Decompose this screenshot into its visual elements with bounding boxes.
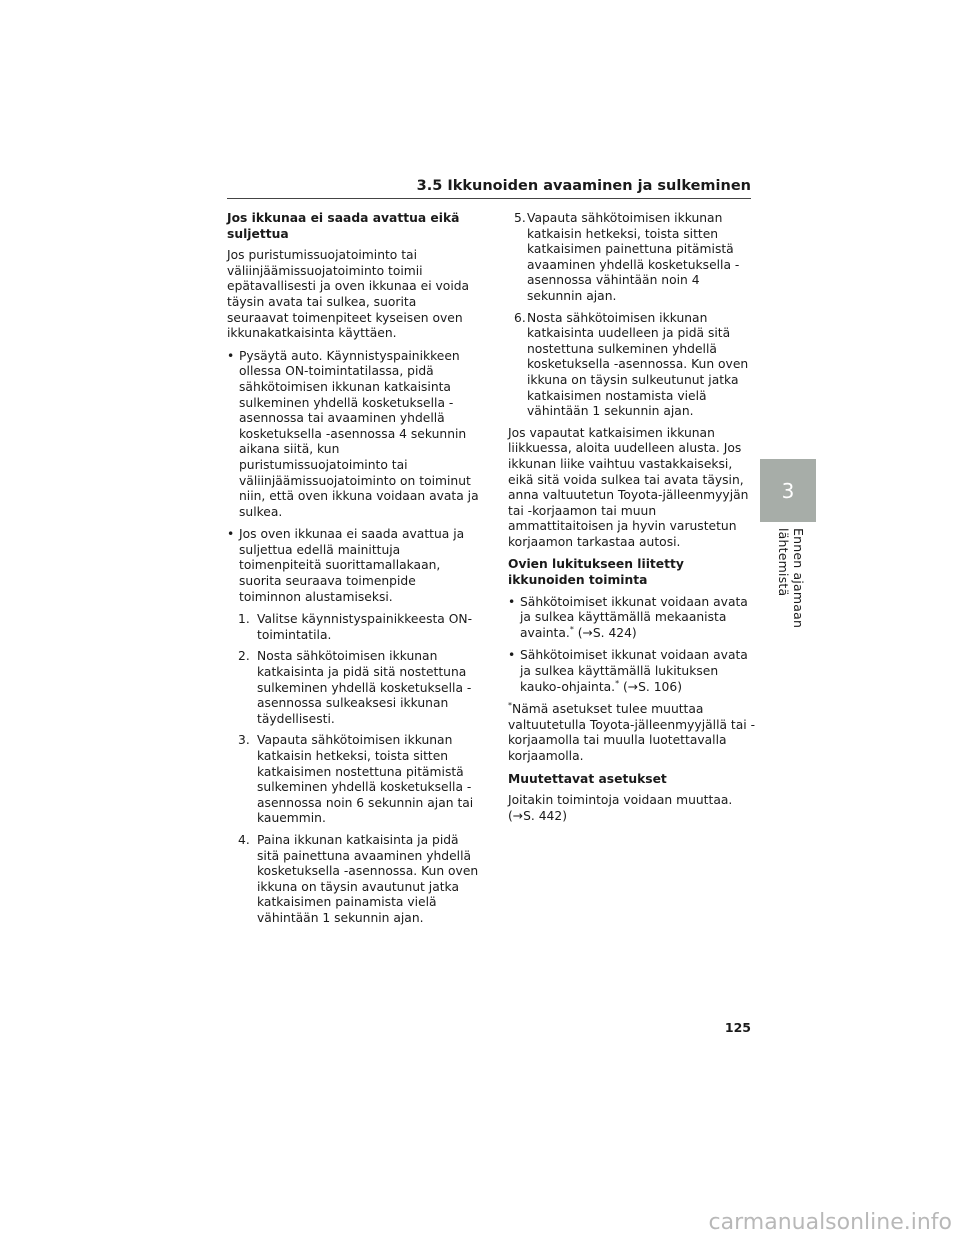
step-5 [508, 211, 756, 305]
step-2-number: 2. [238, 649, 250, 664]
footnote [508, 702, 756, 764]
chapter-label: Ennen ajamaan lähtemistä [776, 528, 806, 629]
footnote-text: Nämä asetukset tulee muuttaa valtuutetulla Toyota-jälleenmyyjällä tai -korjaamolla tai muulla luotettavalla korjaamolla. [508, 702, 756, 763]
step-3 [227, 733, 479, 827]
bullet-stop-car: • Pysäytä auto. Käynnistyspainikkeen ollessa ON-toimintatilassa, pidä sähkötoimisen ikkunan katkaisinta sulkeminen yhdellä kosketuksella -asennossa tai avaaminen yhdellä kosketuksella -asennossa 4 sekunnin aikana siitä, kun puristumissuojatoiminto tai väliinjäämissuojatoiminto on toiminut niin, että oven ikkuna voidaan avata ja sulkea. [227, 349, 479, 521]
step-2 [227, 649, 479, 727]
footnote-asterisk: * [508, 701, 512, 711]
bullet-initialize [227, 527, 479, 926]
customize-paragraph: Joitakin toimintoja voidaan muuttaa. (→S. 442) [508, 793, 733, 823]
step-4-number: 4. [238, 832, 250, 847]
initialize-steps [227, 612, 479, 926]
watermark: carmanualsonline.info [708, 1210, 952, 1235]
asterisk-mark-2: * [615, 678, 620, 688]
link-page-424[interactable]: (→S. 424) [573, 625, 637, 640]
chapter-number: 3 [781, 478, 795, 503]
step-6-number: 6. [514, 310, 526, 325]
bullet-mechanical-key-text: Sähkötoimiset ikkunat voidaan avata ja sulkea käyttämällä mekaanista avainta. [520, 594, 748, 640]
intro-paragraph: Jos puristumissuojatoiminto tai väliinjäämissuojatoiminto toimii epätavallisesti ja oven ikkunaa ei voida täysin avata tai sulkea, suorita seuraavat toimenpiteet kyseisen oven ikkunakatkaisinta käyttäen. [227, 248, 470, 341]
link-page-106[interactable]: (→S. 106) [619, 679, 682, 694]
step-1 [227, 612, 479, 643]
page-number: 125 [724, 1020, 751, 1035]
heading-customizable-settings: Muutettavat asetukset [508, 771, 667, 786]
asterisk-mark-1: * [569, 624, 574, 634]
left-column [227, 211, 479, 934]
step-6 [508, 311, 756, 420]
heading-door-lock-window: Ovien lukitukseen liitetty ikkunoiden toiminta [508, 557, 684, 588]
step-5-number: 5. [514, 211, 526, 225]
step-3-text: Vapauta sähkötoimisen ikkunan katkaisin hetkeksi, toista sitten katkaisimen nostettuna pitämistä sulkeminen yhdellä kosketuksella -asennossa noin 6 sekunnin ajan tai kauemmin. [257, 733, 474, 826]
chapter-tab[interactable] [760, 459, 816, 522]
section-header: 3.5 Ikkunoiden avaaminen ja sulkeminen [416, 178, 751, 194]
step-1-number: 1. [238, 612, 250, 627]
step-4-text: Paina ikkunan katkaisinta ja pidä sitä painettuna avaaminen yhdellä kosketuksella -asennossa. Kun oven ikkuna on täysin avautunut jatka katkaisimen painamista vielä vähintään 1 sekunnin ajan. [257, 832, 479, 925]
step-1-text: Valitse käynnistyspainikkeesta ON-toimintatila. [257, 612, 473, 642]
step-6-text: Nosta sähkötoimisen ikkunan katkaisinta uudelleen ja pidä sitä nostettuna sulkeminen yhdellä kosketuksella -asennossa. Kun oven ikkuna on täysin sulkeutunut jatka katkaisimen nostamista vielä vähintään 1 sekunnin ajan. [527, 310, 749, 419]
bullet-initialize-text: • Jos oven ikkunaa ei saada avattua ja suljettua edellä mainittuja toimenpiteitä suorittamallakaan, suorita seuraava toimenpide toiminnon alustamiseksi. [239, 527, 465, 604]
restart-paragraph: Jos vapautat katkaisimen ikkunan liikkuessa, aloita uudelleen alusta. Jos ikkunan liike vaihtuu vastakkaiseksi, eikä sitä voida sulkea tai avata täysin, anna valtuutetun Toyota-jälleenmyyjän tai -korjaamon tai muun ammattitaitoisen ja hyvin varustetun korjaamon tarkastaa autosi. [508, 425, 749, 549]
step-3-number: 3. [238, 733, 250, 748]
step-5-text: Vapauta sähkötoimisen ikkunan katkaisin hetkeksi, toista sitten katkaisimen painettuna pitämistä avaaminen yhdellä kosketuksella -asennossa vähintään noin 4 sekunnin ajan. [527, 211, 740, 303]
right-column [508, 211, 756, 831]
step-4 [227, 833, 479, 927]
header-rule [227, 198, 751, 199]
heading-window-not-opening: Jos ikkunaa ei saada avattua eikä suljettua [227, 211, 460, 241]
bullet-remote-control [508, 648, 756, 695]
bullet-mechanical-key [508, 595, 756, 642]
step-2-text: Nosta sähkötoimisen ikkunan katkaisinta ja pidä sitä nostettuna sulkeminen yhdellä kosketuksella -asennossa sulkeaksesi ikkunan täydellisesti. [257, 649, 472, 726]
bullet-remote-control-text: Sähkötoimiset ikkunat voidaan avata ja sulkea käyttämällä lukituksen kauko-ohjainta. [520, 648, 748, 694]
